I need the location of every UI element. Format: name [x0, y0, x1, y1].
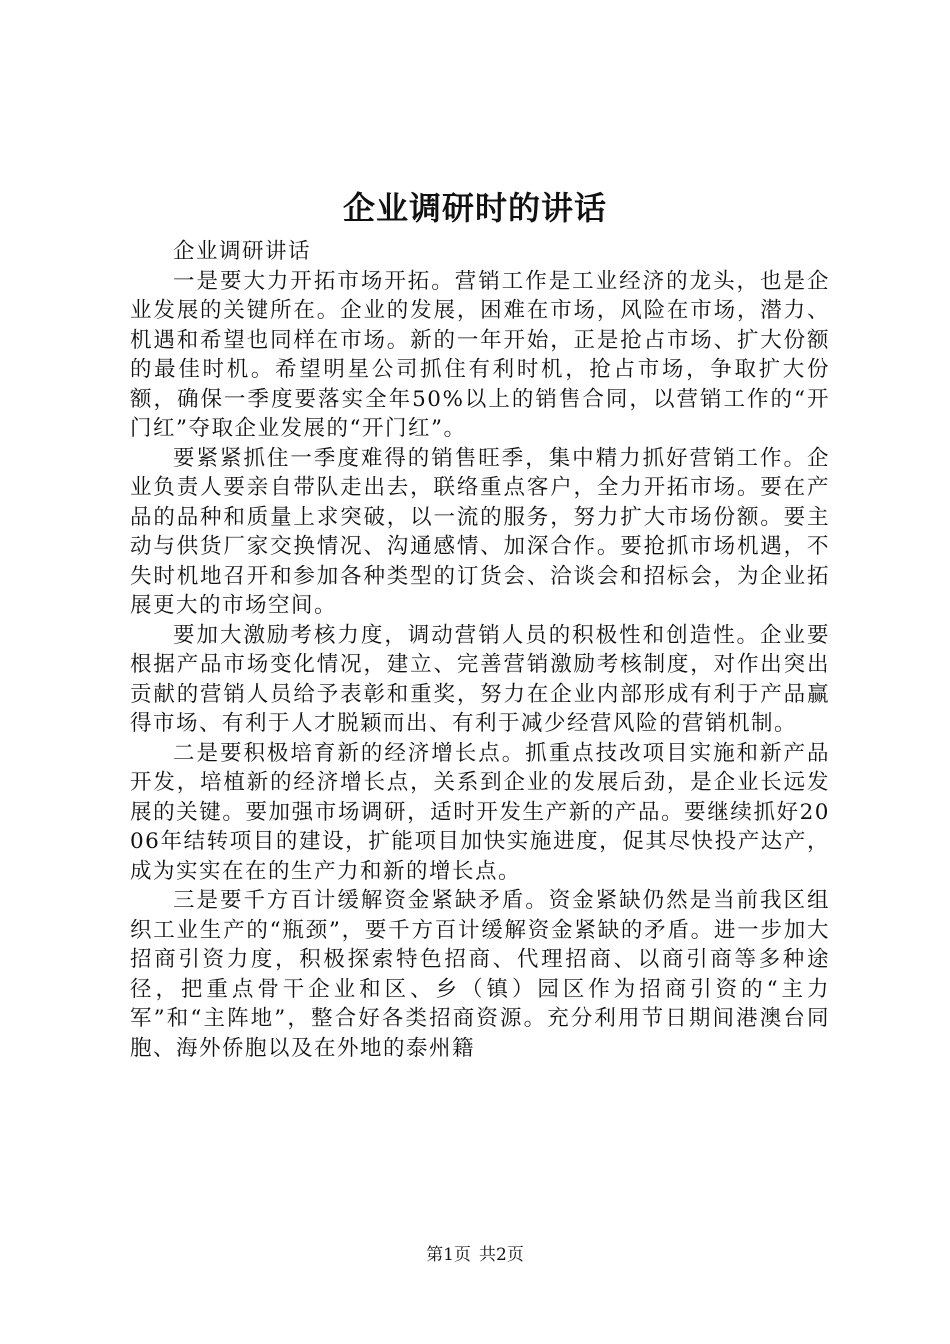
document-title: 企业调研时的讲话	[342, 189, 607, 227]
paragraph-2: 要紧紧抓住一季度难得的销售旺季，集中精力抓好营销工作。企业负责人要亲自带队走出去，联络重点客户，全力开拓市场。要在产品的品种和质量上求突破，以一流的服务，努力扩大市场份额。要主动与供货厂家交换情况、沟通感情、加深合作。要抢抓市场机遇，不失时机地召开和参加各种类型的订货会、洽谈会和招标会，为企业拓展更大的市场空间。	[130, 445, 830, 618]
page-footer	[0, 1244, 950, 1266]
paragraph-subtitle: 企业调研讲话	[173, 239, 312, 264]
page-number: 第1页	[426, 1245, 471, 1265]
paragraph-5: 三是要千方百计缓解资金紧缺矛盾。资金紧缺仍然是当前我区组织工业生产的“瓶颈”，要千方百计缓解资金紧缺的矛盾。进一步加大招商引资力度，积极探索特色招商、代理招商、以商引商等多种途径，把重点骨干企业和区、乡（镇）园区作为招商引资的“主力军”和“主阵地”，整合好各类招商资源。充分利用节日期间港澳台同胞、海外侨胞以及在外地的泰州籍	[130, 888, 830, 1061]
page-total: 共2页	[479, 1245, 524, 1265]
paragraph-3: 要加大激励考核力度，调动营销人员的积极性和创造性。企业要根据产品市场变化情况，建立、完善营销激励考核制度，对作出突出贡献的营销人员给予表彰和重奖，努力在企业内部形成有利于产品赢得市场、有利于人才脱颖而出、有利于减少经营风险的营销机制。	[130, 622, 830, 736]
paragraph-4: 二是要积极培育新的经济增长点。抓重点技改项目实施和新产品开发，培植新的经济增长点，关系到企业的发展后劲，是企业长远发展的关键。要加强市场调研，适时开发生产新的产品。要继续抓好2006年结转项目的建设，扩能项目加快实施进度，促其尽快投产达产，成为实实在在的生产力和新的增长点。	[130, 740, 830, 884]
document-body	[130, 237, 830, 1063]
paragraph-1: 一是要大力开拓市场开拓。营销工作是工业经济的龙头，也是企业发展的关键所在。企业的发展，困难在市场，风险在市场，潜力、机遇和希望也同样在市场。新的一年开始，正是抢占市场、扩大份额的最佳时机。希望明星公司抓住有利时机，抢占市场，争取扩大份额，确保一季度要落实全年50%以上的销售合同，以营销工作的“开门红”夺取企业发展的“开门红”。	[130, 268, 830, 441]
